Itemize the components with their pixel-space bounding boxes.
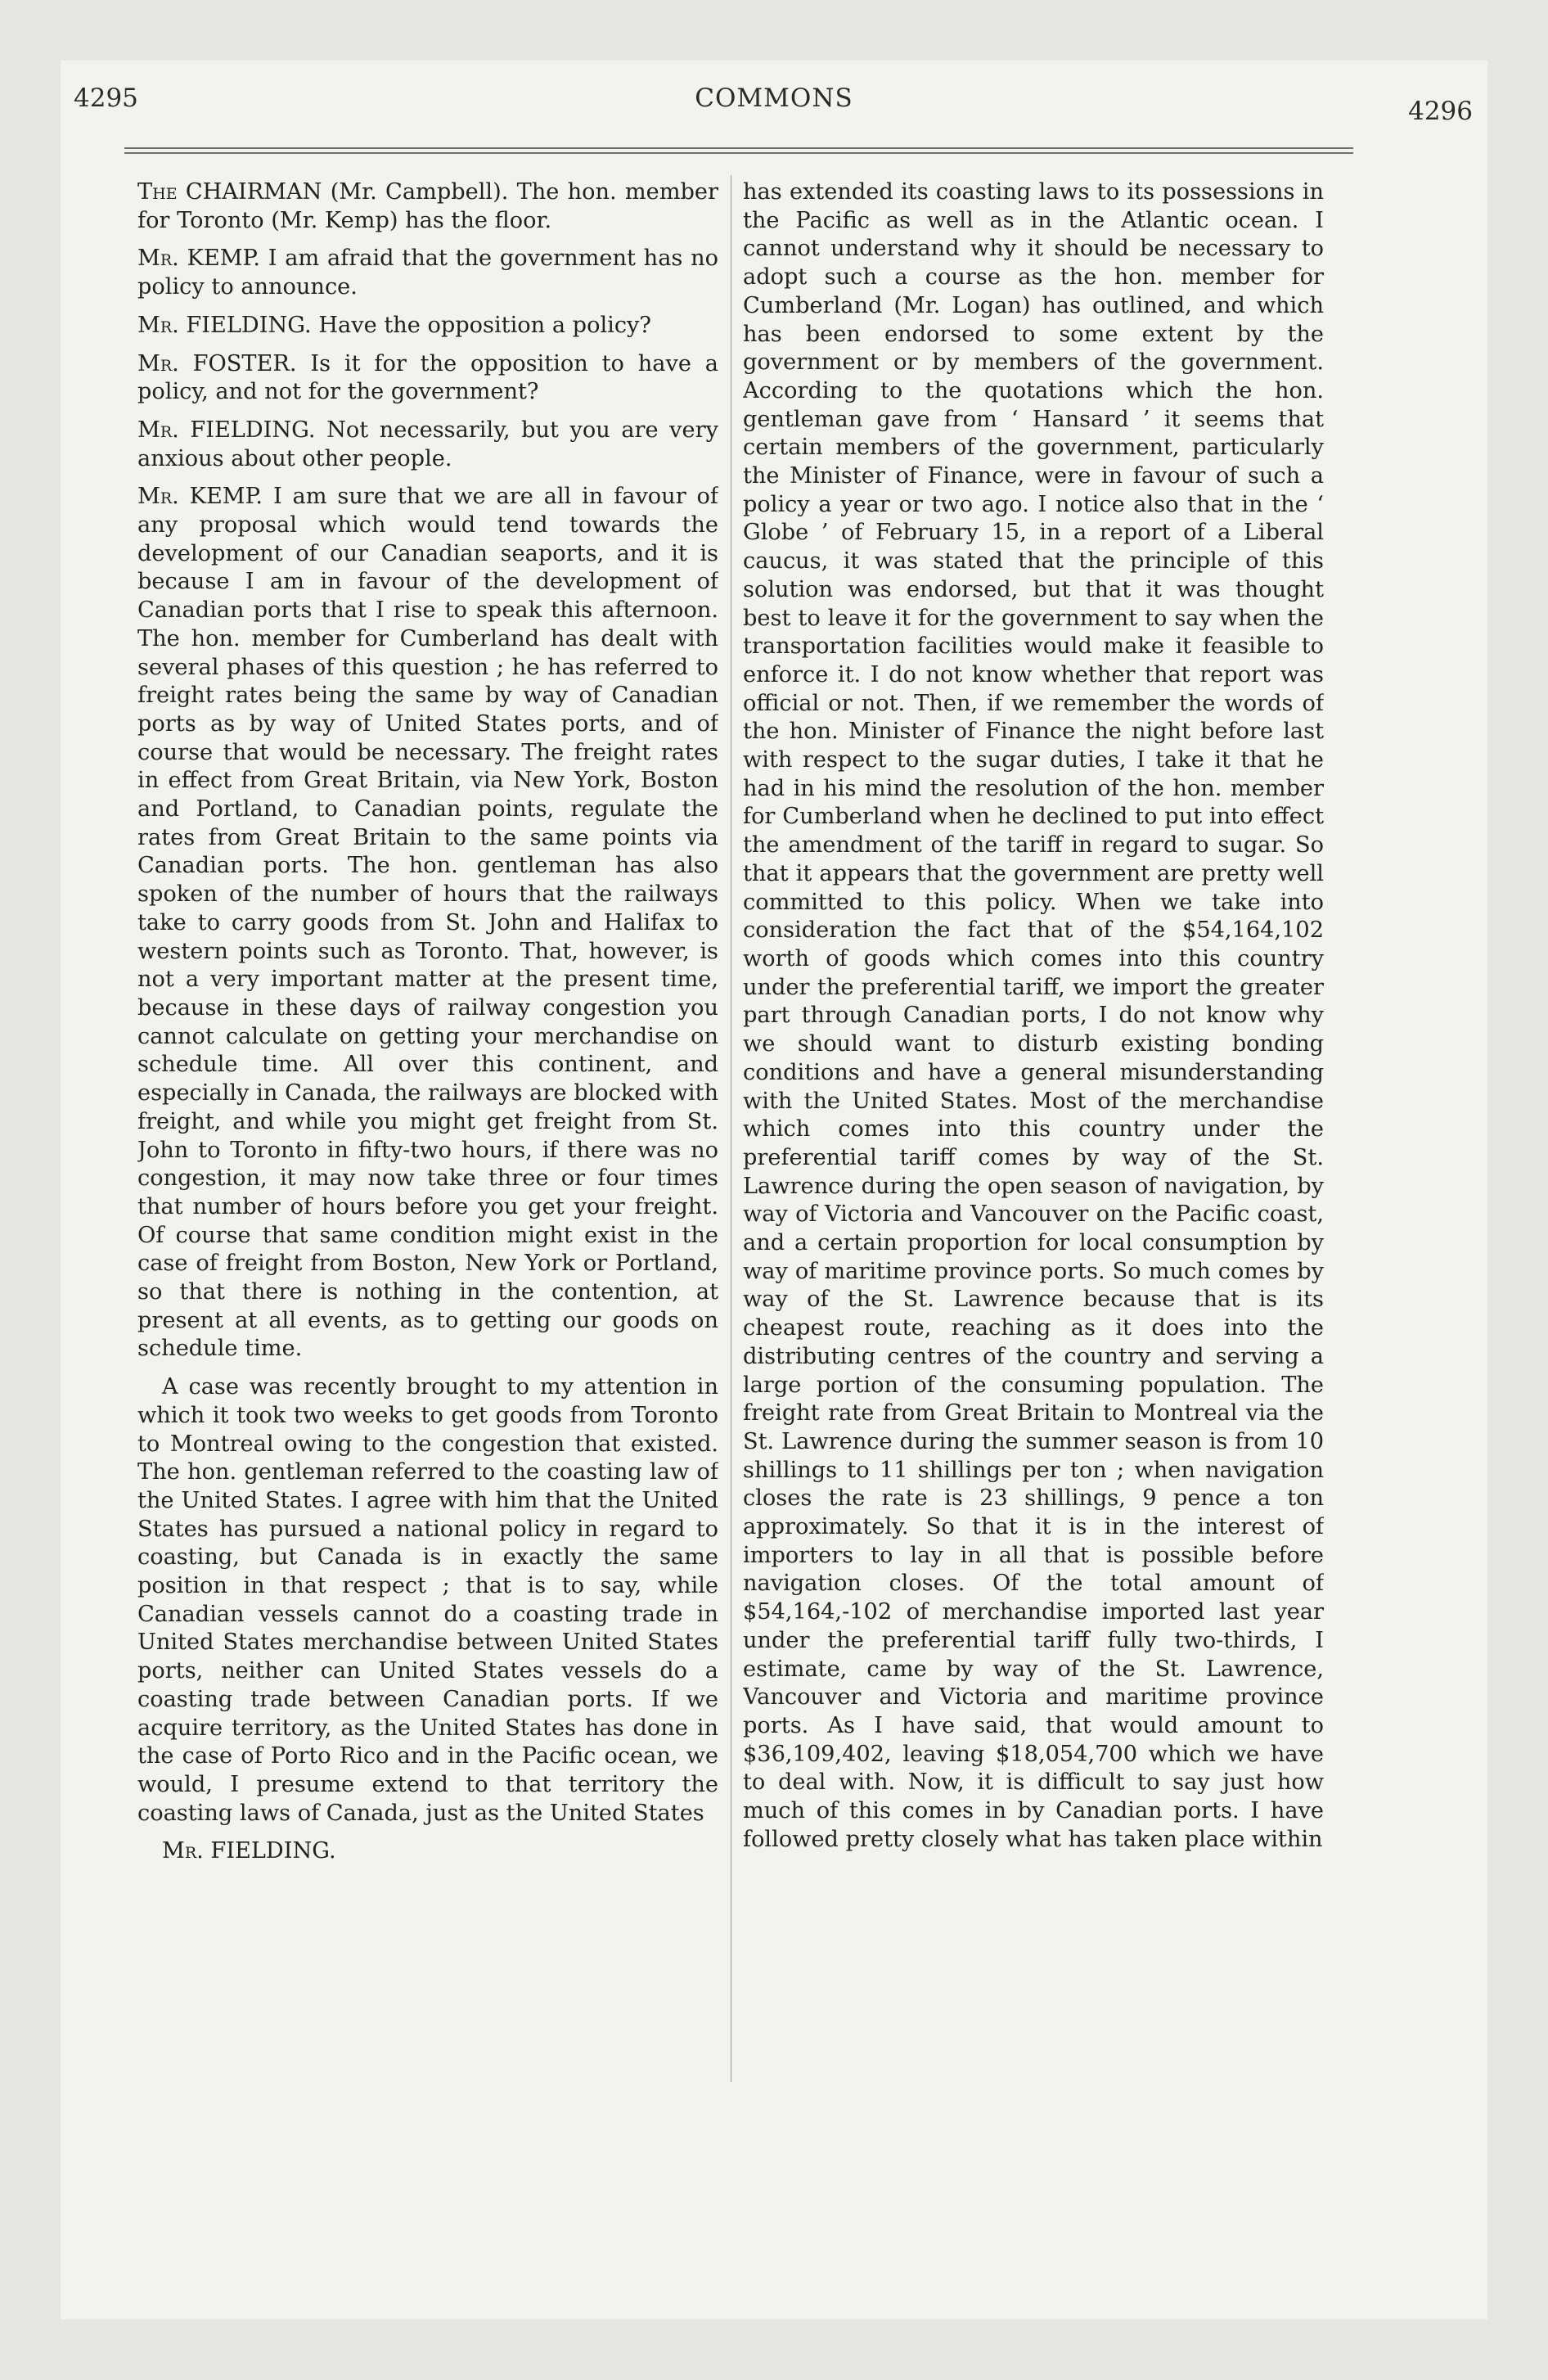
- speaker-name: Mr. FIELDING.: [162, 1838, 336, 1864]
- paragraph-text: Not necessarily, but you are very anxious about other people.: [137, 417, 718, 471]
- left-column: [137, 178, 718, 2143]
- paragraph-text: Is it for the opposition to have a policy, and not for the government?: [137, 350, 718, 405]
- paragraph: [137, 312, 718, 340]
- paragraph-text: I am afraid that the government has no policy to announce.: [137, 246, 718, 300]
- page-number-right: 4296: [1408, 97, 1473, 126]
- paragraph-text: (Mr. Campbell). The hon. member for Toronto (Mr. Kemp) has the floor.: [137, 179, 718, 233]
- paragraph-text: has extended its coasting laws to its possessions in the Pacific as well as in the Atlantic ocean. I cannot understand why it should be necessary to adopt such a course as the hon. member for Cumberland (Mr. Logan) has outlined, and which has been endorsed to some extent by the government or by members of the government. According to the quotations which the hon. gentleman gave from ‘ Hansard ’ it seems that certain members of the government, particularly the Minister of Finance, were in favour of such a policy a year or two ago. I notice also that in the ‘ Globe ’ of February 15, in a report of a Liberal caucus, it was stated that the principle of this solution was endorsed, but that it was thought best to leave it for the government to say when the transportation facilities would make it feasible to enforce it. I do not know whether that report was official or not. Then, if we remember the words of the hon. Minister of Finance the night before last with respect to the sugar duties, I take it that he had in his mind the resolution of the hon. member for Cumberland when he declined to put into effect the amendment of the tariff in regard to sugar. So that it appears that the government are pretty well committed to this policy. When we take into consideration the fact that of the $54,164,102 worth of goods which comes into this country under the preferential tariff, we import the greater part through Canadian ports, I do not know why we should want to disturb existing bonding conditions and have a general misunderstanding with the United States. Most of the merchandise which comes into this country under the preferential tariff comes by way of the St. Lawrence during the open season of navigation, by way of Victoria and Vancouver on the Pacific coast, and a certain proportion for local consumption by way of maritime province ports. So much comes by way of the St. Lawrence because that is its cheapest route, reaching as it does into the distributing centres of the country and serving a large portion of the consuming population. The freight rate from Great Britain to Montreal via the St. Lawrence during the summer season is from 10 shillings to 11 shillings per ton ; when navigation closes the rate is 23 shillings, 9 pence a ton approximately. So that it is in the interest of importers to lay in all that is possible before navigation closes. Of the total amount of $54,164,-102 of merchandise imported last year under the preferential tariff fully two-thirds, I estimate, came by way of the St. Lawrence, Vancouver and Victoria and maritime province ports. As I have said, that would amount to $36,109,402, leaving $18,054,700 which we have to deal with. Now, it is difficult to say just how much of this comes in by Canadian ports. I have followed pretty closely what has taken place within: [743, 179, 1324, 1852]
- page-title: COMMONS: [695, 83, 853, 113]
- header-rule-bottom: [124, 152, 1353, 154]
- paragraph: [137, 178, 718, 235]
- header-rule-top: [124, 147, 1353, 149]
- paragraph-text: Have the opposition a policy?: [318, 312, 651, 338]
- speaker-name: The CHAIRMAN: [137, 179, 322, 205]
- paragraph: [137, 245, 718, 301]
- paragraph: [743, 178, 1324, 1854]
- paragraph: [137, 1837, 718, 1866]
- paragraph: [137, 350, 718, 407]
- speaker-name: Mr. FOSTER.: [137, 350, 297, 376]
- speaker-name: Mr. KEMP.: [137, 484, 263, 510]
- paragraph: [137, 483, 718, 1364]
- paragraph: [137, 1373, 718, 1828]
- page-header: [0, 83, 1548, 133]
- speaker-name: Mr. FIELDING.: [137, 417, 316, 443]
- page-number-left: 4295: [74, 83, 138, 113]
- right-column: [743, 178, 1324, 2143]
- speaker-name: Mr. KEMP.: [137, 246, 260, 272]
- speaker-name: Mr. FIELDING.: [137, 312, 312, 338]
- paragraph: [137, 417, 718, 473]
- paragraph-text: I am sure that we are all in favour of any proposal which would tend towards the development of our Canadian seaports, and it is because I am in favour of the development of Canadian ports that I rise to speak this afternoon. The hon. member for Cumberland has dealt with several phases of this question ; he has referred to freight rates being the same by way of Canadian ports as by way of United States ports, and of course that would be necessary. The freight rates in effect from Great Britain, via New York, Boston and Portland, to Canadian points, regulate the rates from Great Britain to the same points via Canadian ports. The hon. gentleman has also spoken of the number of hours that the railways take to carry goods from St. John and Halifax to western points such as Toronto. That, however, is not a very important matter at the present time, because in these days of railway congestion you cannot calculate on getting your merchandise on schedule time. All over this continent, and especially in Canada, the railways are blocked with freight, and while you might get freight from St. John to Toronto in fifty-two hours, if there was no congestion, it may now take three or four times that number of hours before you get your freight. Of course that same condition might exist in the case of freight from Boston, New York or Portland, so that there is nothing in the contention, at present at all events, as to getting our goods on schedule time.: [137, 484, 718, 1362]
- paragraph-text: A case was recently brought to my attention in which it took two weeks to get goods from Toronto to Montreal owing to the congestion that existed. The hon. gentleman referred to the coasting law of the United States. I agree with him that the United States has pursued a national policy in regard to coasting, but Canada is in exactly the same position in that respect ; that is to say, while Canadian vessels cannot do a coasting trade in United States merchandise between United States ports, neither can United States vessels do a coasting trade between Canadian ports. If we acquire territory, as the United States has done in the case of Porto Rico and in the Pacific ocean, we would, I presume extend to that territory the coasting laws of Canada, just as the United States: [137, 1374, 718, 1826]
